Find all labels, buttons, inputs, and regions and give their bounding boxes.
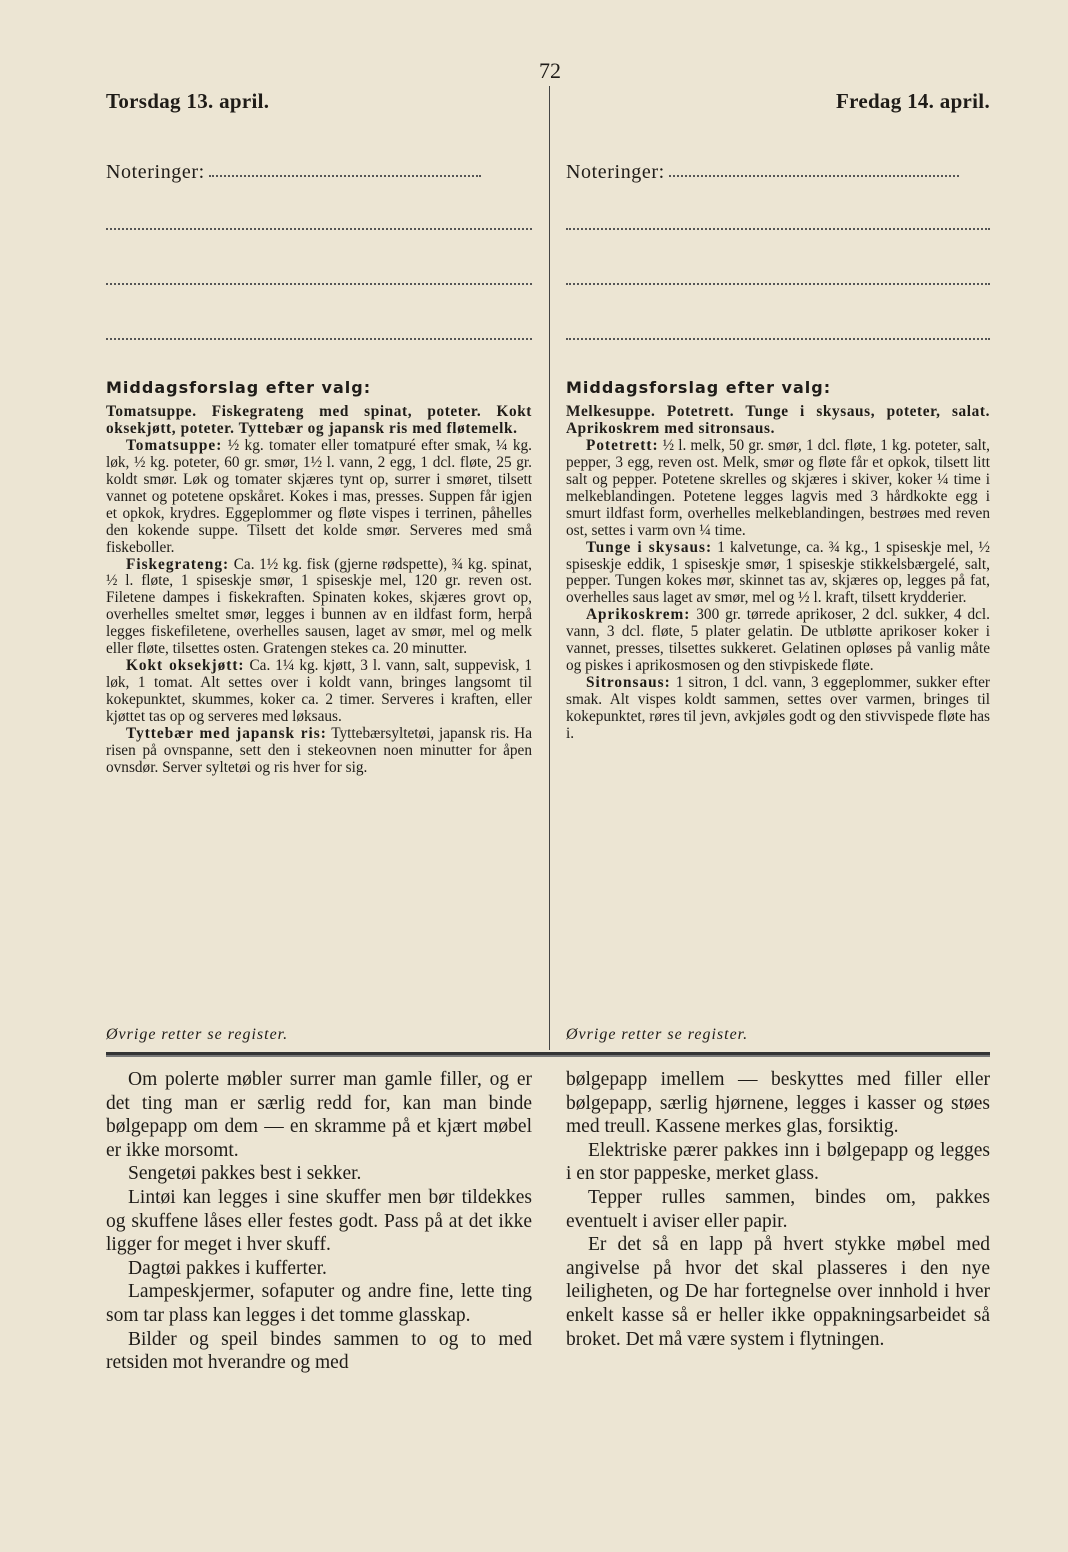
paragraph: Er det så en lapp på hvert stykke møbel med angivelse på hvor det skal plasseres i den nye leiligheten, og De har fortegnelse over innhold i hver enkelt kasse så er heller ikke oppakningsarbeidet så broket. Det må være system i flytningen. <box>566 1234 990 1350</box>
notes-label-right <box>566 161 959 184</box>
notes-label-text: Noteringer: <box>566 161 665 183</box>
day-heading-right: Fredag 14. april. <box>835 89 990 113</box>
recipe-name: Potetrett: <box>586 436 659 454</box>
notes-dotline <box>669 175 959 177</box>
menu-suggestions-right <box>566 380 990 743</box>
paragraph: Elektriske pærer pakkes inn i bølgepapp og legges i en stor pappeske, merket glass. <box>566 1139 990 1185</box>
recipe-name: Tunge i skysaus: <box>586 538 713 556</box>
paragraph: Sengetøi pakkes best i sekker. <box>128 1163 362 1185</box>
menu-heading: Middagsforslag efter valg: <box>566 378 832 397</box>
notes-dotline <box>566 338 990 340</box>
notes-dotline <box>106 338 532 340</box>
notes-dotline <box>566 283 990 285</box>
section-divider <box>106 1052 990 1055</box>
paragraph: Bilder og speil bindes sammen to og to med retsiden mot hverandre og med <box>106 1328 532 1374</box>
recipe-text: ½ kg. tomater eller tomatpuré efter smak, ¼ kg. løk, ½ kg. poteter, 60 gr. smør, 1½ l. vann, 2 egg, 1 dcl. fløte, 25 gr. koldt smør. Løk og tomater skjæres tynt op, surrer i smøret, tilsett vannet og potetene opskåret. Kokes i mas, presses. Suppen får igjen et opkok, krydres. Eggeplommer og fløte vispes i terrinen, påhelles den kokende suppe. Tilsett det kolde smør. Serveres med små fiskeboller. <box>106 436 532 556</box>
notes-dotline <box>209 175 481 177</box>
recipe-name: Sitronsaus: <box>586 674 671 692</box>
notes-label-left <box>106 161 481 184</box>
register-note-left: Øvrige retter se register. <box>106 1026 289 1043</box>
menu-summary: Tomatsuppe. Fiskegrateng med spinat, poteter. Kokt oksekjøtt, poteter. Tyttebær og japansk ris med fløtemelk. <box>106 402 532 437</box>
recipe-text: Ca. 1¼ kg. kjøtt, 3 l. vann, salt, suppevisk, 1 løk, 1 tomat. Alt settes over i koldt vann, bringes langsomt til kokepunktet, skummes, koker ca. 2 timer. Serveres i kraften, eller kjøttet tas op og serveres med løksaus. <box>106 657 532 726</box>
recipe <box>566 607 990 675</box>
day-heading-left: Torsdag 13. april. <box>106 89 270 113</box>
menu-summary: Melkesuppe. Potetrett. Tunge i skysaus, poteter, salat. Aprikoskrem med sitronsaus. <box>566 402 990 437</box>
paragraph: Tepper rulles sammen, bindes om, pakkes eventuelt i aviser eller papir. <box>566 1186 990 1232</box>
menu-heading: Middagsforslag efter valg: <box>106 378 372 397</box>
recipe-text: Tyttebærsyltetøi, japansk ris. Ha risen på ovnspanne, sett den i stekeovnen noen minutter for åpen ovnsdør. Server syltetøi og ris hver for sig. <box>106 725 532 776</box>
recipe-name: Aprikoskrem: <box>586 606 691 624</box>
notes-label-text: Noteringer: <box>106 161 205 183</box>
recipe-name: Tyttebær med japansk ris: <box>126 725 327 743</box>
recipe <box>566 540 990 608</box>
recipe <box>106 726 532 777</box>
notes-dotline <box>566 228 990 230</box>
moving-tips-left <box>106 1068 532 1375</box>
recipe-name: Fiskegrateng: <box>126 555 230 573</box>
recipe-text: Ca. 1½ kg. fisk (gjerne rødspette), ¾ kg. spinat, ½ l. fløte, 1 spiseskje smør, 1 spiseskje mel, 120 gr. reven ost. Filetene dampes i fiskekraften. Spinaten kokes, skjæres grovt op, overhelles smeltet smør, legges i bunnen av en ildfast form, herpå legges fiskefiletene, overhelles sausen, laget av smør, mel og melk eller fløte, tilsettes osten. Gratengen stekes ca. 20 minutter. <box>106 555 533 658</box>
recipe <box>566 438 990 540</box>
recipe <box>566 675 990 743</box>
moving-tips-right <box>566 1068 990 1351</box>
paragraph: Dagtøi pakkes i kufferter. <box>128 1257 327 1279</box>
recipe-name: Kokt oksekjøtt: <box>126 657 245 675</box>
recipe-name: Tomatsuppe: <box>126 436 223 454</box>
paragraph: Lampeskjermer, sofaputer og andre fine, lette ting som tar plass kan legges i det tomme glasskap. <box>106 1281 532 1326</box>
recipe <box>106 658 532 726</box>
recipe <box>106 438 532 557</box>
recipe-text: 300 gr. tørrede aprikoser, 2 dcl. sukker, 4 dcl. vann, 3 dcl. fløte, 5 plater gelatin. De utbløtte aprikoser koker i vannet, presses, tilsettes sukkeret. Gelatinen opløses på vanlig måte og piskes i aprikosmosen og den stivpiskede fløte. <box>566 606 990 675</box>
notes-dotline <box>106 228 532 230</box>
recipe <box>106 557 532 659</box>
recipe-text: 1 sitron, 1 dcl. vann, 3 eggeplommer, sukker efter smak. Alt vispes koldt sammen, settes over varmen, bringes til kokepunktet, røres til jevn, avkjøles godt og den stivvispede fløte has i. <box>566 674 990 743</box>
page-number: 72 <box>539 58 561 83</box>
menu-suggestions-left <box>106 380 532 777</box>
paragraph: bølgepapp imellem — beskyttes med filler eller bølgepapp, særlig hjørnene, legges i kasser og støes med treull. Kassene merkes glas, forsiktig. <box>566 1069 990 1138</box>
paragraph: Om polerte møbler surrer man gamle filler, og er det ting man er særlig redd for, kan man binde bølgepapp om dem — en skramme på et kjært møbel er ikke morsomt. <box>106 1069 532 1161</box>
column-divider <box>549 86 550 1050</box>
register-note-right: Øvrige retter se register. <box>566 1026 749 1043</box>
paragraph: Lintøi kan legges i sine skuffer men bør tildekkes og skuffene låses eller festes godt. Pass på at det ikke ligger for meget i hver skuff. <box>106 1186 532 1256</box>
notes-dotline <box>106 283 532 285</box>
recipe-text: 1 kalvetunge, ca. ¾ kg., 1 spiseskje mel, ½ spiseskje eddik, 1 spiseskje smør, 1 spiseskje stikkelsbærgelé, salt, pepper. Tungen kokes mør, skinnet tas av, skjæres op, legges på fat, overhelles saus laget av smør, mel og ½ l. kraft, tilsett krydderier. <box>566 538 990 607</box>
recipe-text: ½ l. melk, 50 gr. smør, 1 dcl. fløte, 1 kg. poteter, salt, pepper, 3 egg, reven ost. Melk, smør og fløte får et opkok, tilsett litt salt og pepper. Potetene skrelles og skjæres i skiver, koker ¼ time i melkeblandingen. Potetene legges lagvis med 3 hårdkokte egg i smurt ildfast form, overhelles melkeblandingen, bestrøes med reven ost, settes i varm ovn ¼ time. <box>566 436 990 539</box>
